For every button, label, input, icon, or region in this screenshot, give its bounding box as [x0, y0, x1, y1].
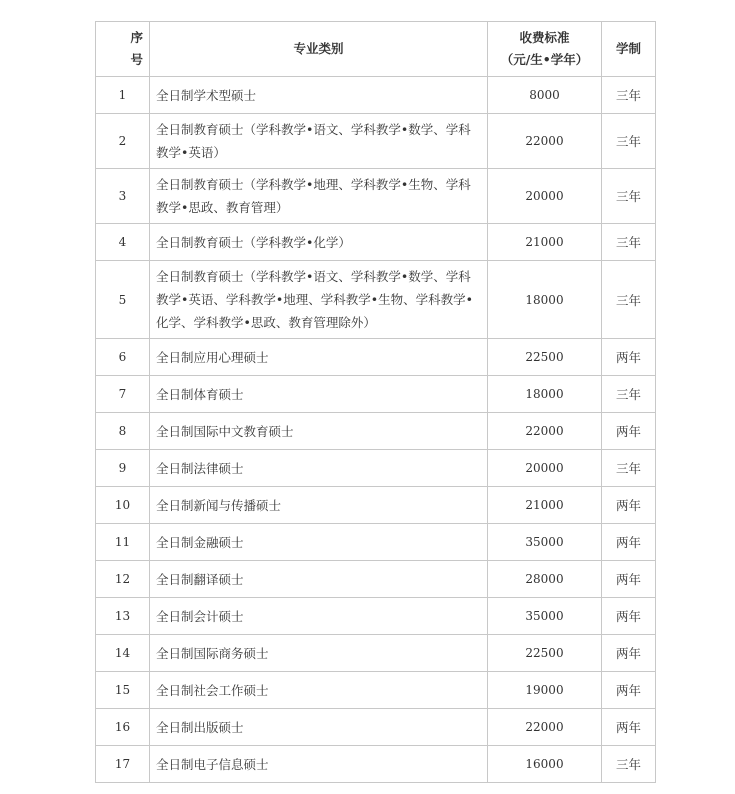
row-major: 全日制应用心理硕士 [150, 339, 488, 376]
row-index: 6 [96, 339, 150, 376]
row-index: 11 [96, 524, 150, 561]
row-duration: 两年 [602, 413, 656, 450]
row-fee: 22000 [488, 413, 602, 450]
row-major: 全日制法律硕士 [150, 450, 488, 487]
row-fee: 18000 [488, 376, 602, 413]
row-fee: 21000 [488, 224, 602, 261]
table-row [96, 709, 656, 746]
row-duration: 三年 [602, 261, 656, 339]
row-duration: 两年 [602, 524, 656, 561]
header-index: 序 号 [96, 22, 150, 77]
row-major: 全日制金融硕士 [150, 524, 488, 561]
row-index: 13 [96, 598, 150, 635]
row-duration: 两年 [602, 635, 656, 672]
table-row [96, 598, 656, 635]
row-index: 16 [96, 709, 150, 746]
row-major: 全日制出版硕士 [150, 709, 488, 746]
row-index: 4 [96, 224, 150, 261]
table-row [96, 224, 656, 261]
table-row [96, 339, 656, 376]
row-major: 全日制教育硕士（学科教学•地理、学科教学•生物、学科教学•思政、教育管理） [150, 169, 488, 224]
row-index: 2 [96, 114, 150, 169]
row-index: 9 [96, 450, 150, 487]
row-fee: 28000 [488, 561, 602, 598]
table-row [96, 77, 656, 114]
row-fee: 18000 [488, 261, 602, 339]
row-index: 7 [96, 376, 150, 413]
row-major: 全日制教育硕士（学科教学•化学） [150, 224, 488, 261]
table-row [96, 413, 656, 450]
row-index: 1 [96, 77, 150, 114]
table-row [96, 169, 656, 224]
row-fee: 21000 [488, 487, 602, 524]
header-duration: 学制 [602, 22, 656, 77]
row-major: 全日制电子信息硕士 [150, 746, 488, 783]
row-fee: 22500 [488, 635, 602, 672]
table-row [96, 487, 656, 524]
row-fee: 22500 [488, 339, 602, 376]
row-duration: 两年 [602, 339, 656, 376]
row-duration: 两年 [602, 487, 656, 524]
row-duration: 两年 [602, 709, 656, 746]
row-fee: 8000 [488, 77, 602, 114]
row-index: 8 [96, 413, 150, 450]
row-major: 全日制会计硕士 [150, 598, 488, 635]
row-major: 全日制国际商务硕士 [150, 635, 488, 672]
fee-table [95, 21, 656, 783]
row-major: 全日制学术型硕士 [150, 77, 488, 114]
row-duration: 三年 [602, 114, 656, 169]
table-row [96, 261, 656, 339]
row-duration: 三年 [602, 450, 656, 487]
row-index: 14 [96, 635, 150, 672]
table-row [96, 450, 656, 487]
header-major: 专业类别 [150, 22, 488, 77]
row-major: 全日制翻译硕士 [150, 561, 488, 598]
row-duration: 两年 [602, 598, 656, 635]
row-index: 12 [96, 561, 150, 598]
row-index: 10 [96, 487, 150, 524]
row-fee: 22000 [488, 709, 602, 746]
row-fee: 22000 [488, 114, 602, 169]
row-major: 全日制教育硕士（学科教学•语文、学科教学•数学、学科教学•英语） [150, 114, 488, 169]
table-header-row [96, 22, 656, 77]
table-row [96, 114, 656, 169]
row-duration: 三年 [602, 376, 656, 413]
table-row [96, 524, 656, 561]
row-fee: 19000 [488, 672, 602, 709]
row-duration: 两年 [602, 561, 656, 598]
row-fee: 35000 [488, 524, 602, 561]
row-fee: 20000 [488, 450, 602, 487]
row-index: 5 [96, 261, 150, 339]
table-row [96, 672, 656, 709]
row-duration: 三年 [602, 746, 656, 783]
row-index: 3 [96, 169, 150, 224]
row-duration: 三年 [602, 77, 656, 114]
row-index: 17 [96, 746, 150, 783]
row-major: 全日制新闻与传播硕士 [150, 487, 488, 524]
table-row [96, 746, 656, 783]
table-row [96, 376, 656, 413]
row-fee: 20000 [488, 169, 602, 224]
row-index: 15 [96, 672, 150, 709]
table-row [96, 635, 656, 672]
row-fee: 16000 [488, 746, 602, 783]
row-major: 全日制体育硕士 [150, 376, 488, 413]
table-row [96, 561, 656, 598]
row-fee: 35000 [488, 598, 602, 635]
header-fee: 收费标准 （元/生•学年） [488, 22, 602, 77]
row-major: 全日制社会工作硕士 [150, 672, 488, 709]
row-major: 全日制国际中文教育硕士 [150, 413, 488, 450]
row-duration: 三年 [602, 224, 656, 261]
row-major: 全日制教育硕士（学科教学•语文、学科教学•数学、学科教学•英语、学科教学•地理、学科教学•生物、学科教学•化学、学科教学•思政、教育管理除外） [150, 261, 488, 339]
row-duration: 两年 [602, 672, 656, 709]
row-duration: 三年 [602, 169, 656, 224]
